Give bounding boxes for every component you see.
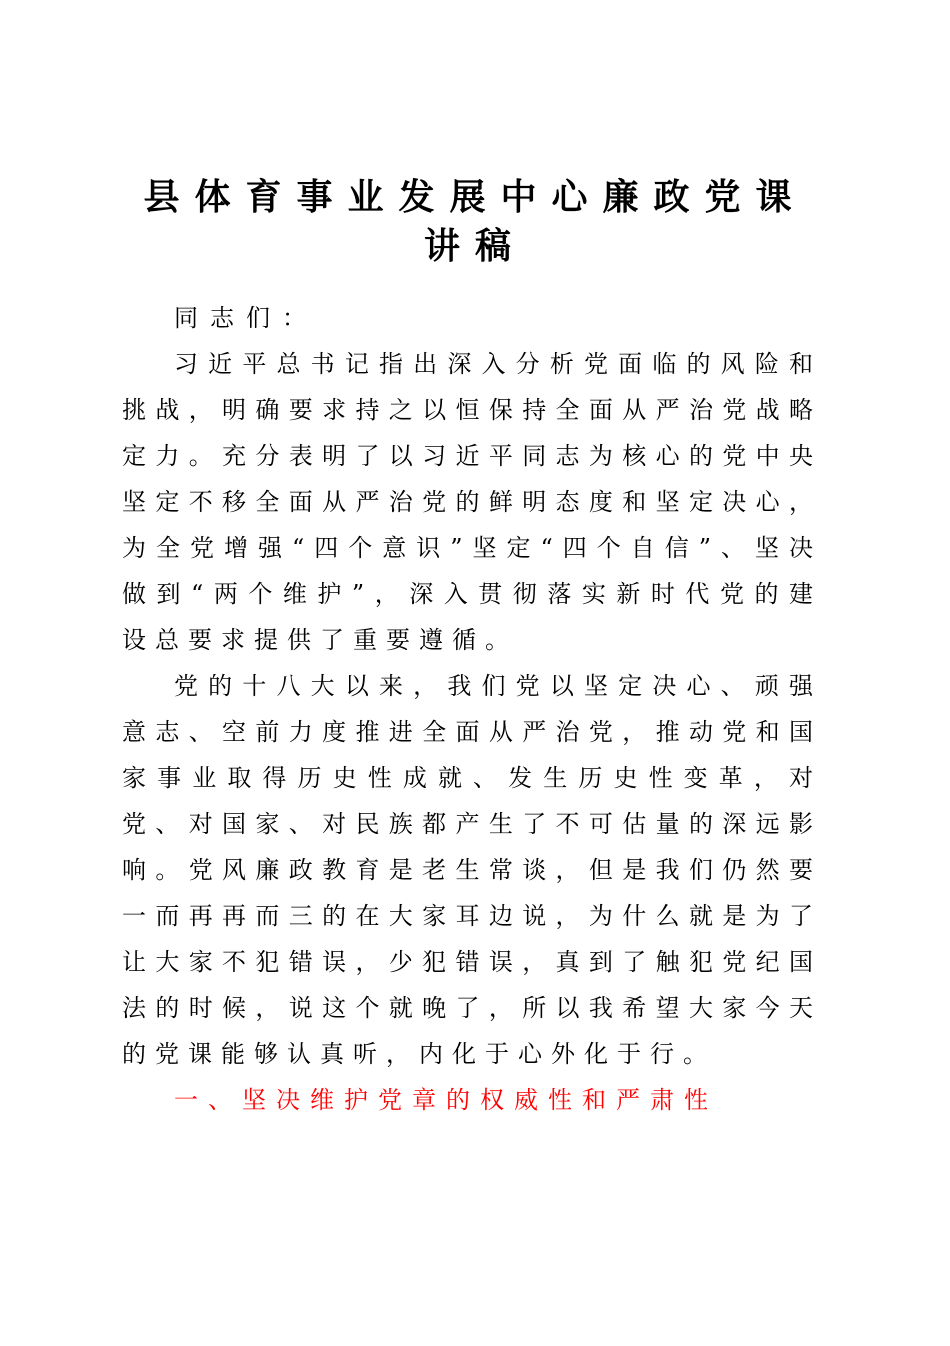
paragraph-1: 习近平总书记指出深入分析党面临的风险和挑战，明确要求持之以恒保持全面从严治党战略定力。充分表明了以习近平同志为核心的党中央坚定不移全面从严治党的鲜明态度和坚定决心，为全党增强“四个意识”坚定“四个自信”、坚决做到“两个维护”，深入贯彻落实新时代党的建设总要求提供了重要遵循。 bbox=[122, 350, 822, 654]
paragraph-2: 党的十八大以来，我们党以坚定决心、顽强意志、空前力度推进全面从严治党，推动党和国家事业取得历史性成就、发生历史性变革，对党、对国家、对民族都产生了不可估量的深远影响。党风廉政教育是老生常谈，但是我们仍然要一而再再而三的在大家耳边说，为什么就是为了让大家不犯错误，少犯错误，真到了触犯党纪国法的时候，说这个就晚了，所以我希望大家今天的党课能够认真听，内化于心外化于行。 bbox=[122, 672, 822, 1068]
greeting: 同志们： bbox=[174, 304, 318, 332]
section-heading: 一、坚决维护党章的权威性和严肃性 bbox=[174, 1086, 718, 1114]
document-body bbox=[122, 295, 822, 1123]
document-title-line-1: 县体育事业发展中心廉政党课 bbox=[143, 176, 807, 218]
document-title-line-2: 讲稿 bbox=[423, 225, 526, 267]
